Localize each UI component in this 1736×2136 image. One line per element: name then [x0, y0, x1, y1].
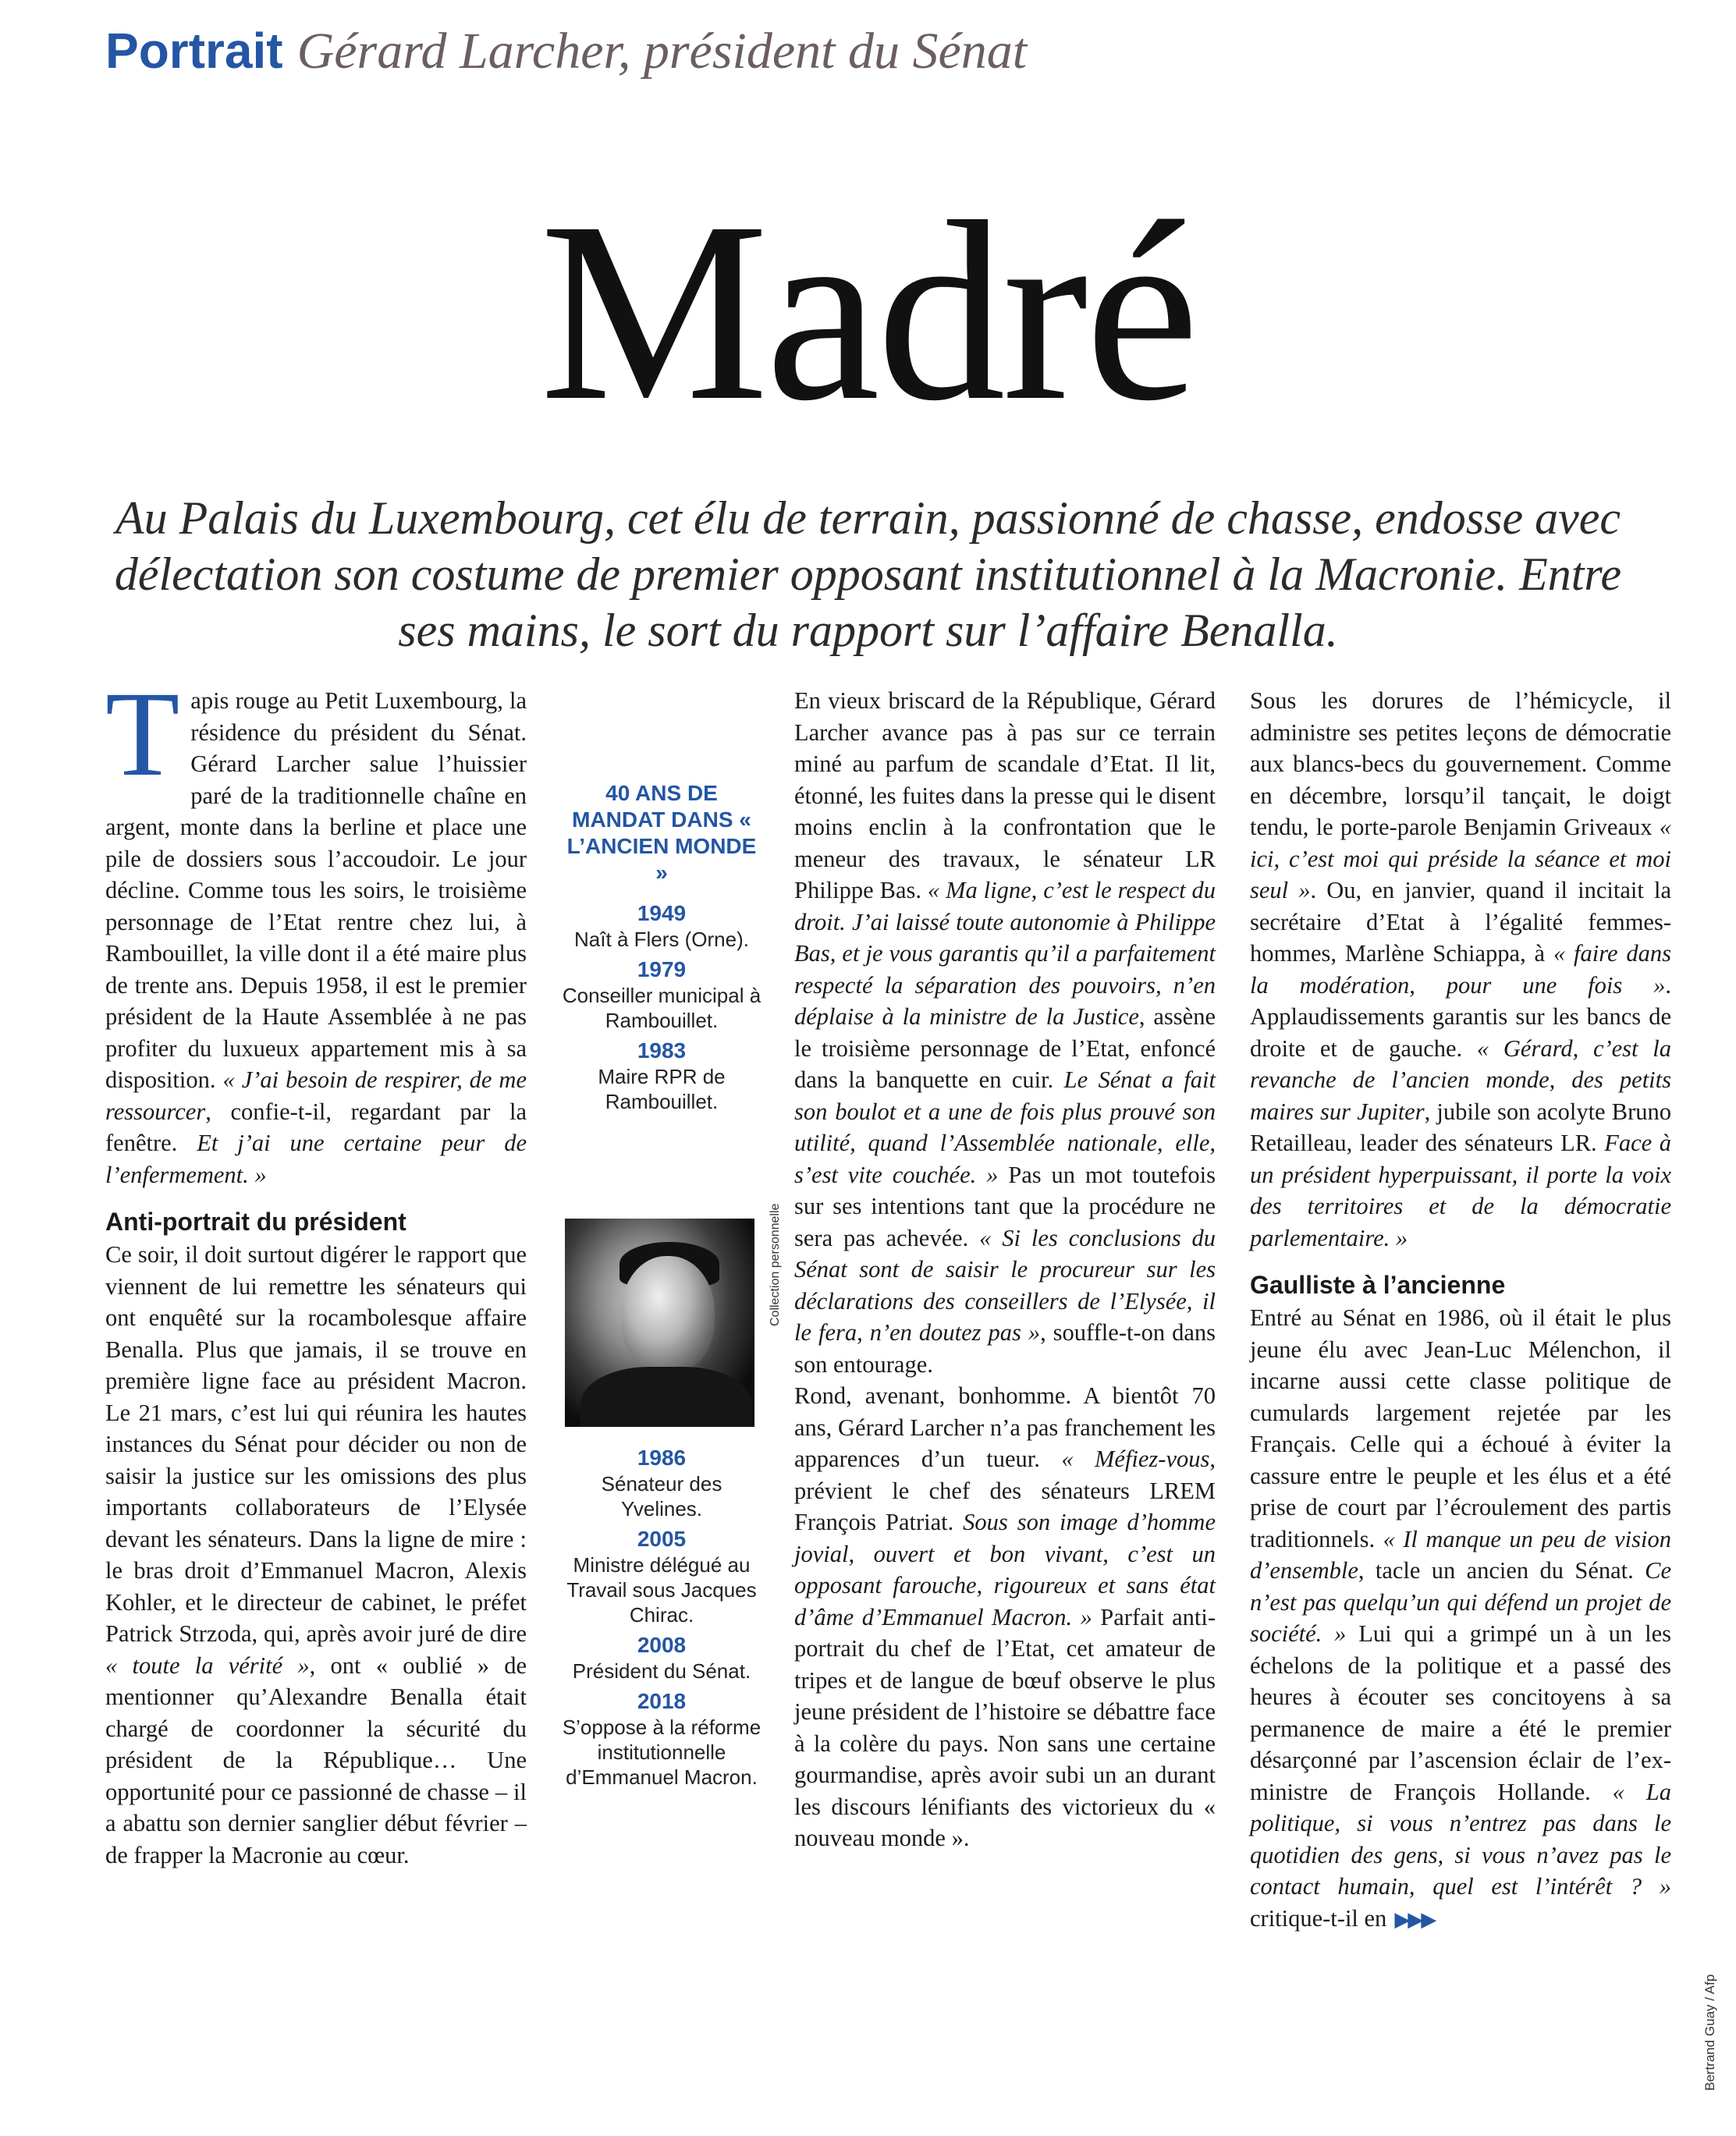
text-run: , assène le troisième personnage de l’Etat, enfoncé dans la banquette en cuir. — [794, 1003, 1216, 1093]
photo-credit: Collection personnelle — [769, 1203, 782, 1326]
subheading: Anti-portrait du président — [105, 1208, 406, 1236]
timeline-year: 1986 — [637, 1446, 687, 1470]
quote: « Si les conclusions du Sénat sont de saisir le procureur sur les déclarations des conseillers de l’Elysée, il le fera, n’en doutez pas » — [794, 1224, 1216, 1346]
continue-arrow-icon: ▶▶▶ — [1394, 1907, 1435, 1931]
text-run: Sous les dorures de l’hémicycle, il administre ses petites leçons de démocratie aux blancs-becs du gouvernement. Comme en décembre, lorsqu’il tançait, le doigt tendu, le porte-parole Benjamin Griveaux — [1250, 687, 1671, 840]
quote: Sous son image d’homme jovial, ouvert et bon vivant, c’est un opposant farouche, rigoureux et sans état d’âme d’Emmanuel Macron. » — [794, 1509, 1216, 1630]
timeline-event: Naît à Flers (Orne). — [574, 928, 749, 951]
quote: « toute la vérité » — [105, 1652, 310, 1679]
timeline-entry — [560, 1038, 763, 1114]
text-run: . Ou, en janvier, quand il incitait la secrétaire d’Etat à l’égalité femmes-hommes, Marlène Schiappa, à — [1250, 877, 1671, 967]
text-run: critique-t-il en — [1250, 1904, 1387, 1932]
timeline-year: 1979 — [637, 957, 687, 981]
timeline-entry — [560, 1632, 763, 1684]
quote: « Il manque un peu de vision d’ensemble — [1250, 1525, 1671, 1584]
text-run: , prévient le chef des sénateurs LREM François Patriat. — [794, 1446, 1216, 1535]
section-subtitle: Gérard Larcher, président du Sénat — [296, 23, 1028, 80]
text-run: , souffle-t-on dans son entourage. — [794, 1319, 1216, 1378]
text-run: , confie-t-il, regardant par la fenêtre. — [105, 1098, 527, 1156]
paragraph — [105, 666, 527, 1190]
quote: « J’ai besoin de respirer, de me ressourcer — [105, 1066, 527, 1125]
article-column-3 — [1250, 685, 1671, 1936]
timeline-event: Sénateur des Yvelines. — [601, 1472, 722, 1520]
timeline-entry — [560, 900, 763, 952]
quote: Face à un président hyperpuissant, il porte la voix des territoires et de la démocratie parlementaire. » — [1250, 1130, 1671, 1251]
headline: Madré — [539, 169, 1197, 454]
section-kicker: Portrait — [105, 23, 283, 79]
timeline-year: 2018 — [637, 1689, 687, 1713]
timeline-year: 1949 — [637, 901, 687, 925]
subheading: Gaulliste à l’ancienne — [1250, 1271, 1506, 1299]
text-run: Ce soir, il doit surtout digérer le rapport que viennent de lui remettre les sénateurs qui ont enquêté sur la rocambolesque affaire Benalla. Plus que jamais, il se trouve en première ligne face au président Macron. Le 21 mars, c’est lui qui réunira les hautes instances du Sénat pour décider ou non de saisir la justice sur les omissions des plus importants collaborateurs de l’Elysée devant les sénateurs. Dans la ligne de mire : le bras droit d’Emmanuel Macron, Alexis Kohler, et le directeur de cabinet, le préfet Patrick Strzoda, qui, après avoir juré de dire — [105, 1241, 527, 1647]
quote: Et j’ai une certaine peur de l’enfermement. » — [105, 1130, 527, 1188]
paragraph — [1250, 1302, 1671, 1936]
text-run: Entré au Sénat en 1986, où il était le plus jeune élu avec Jean-Luc Mélenchon, il incarne aussi cette classe politique de cumulards largement rejetée par les Français. Celle qui a échoué à éviter la cassure entre le peuple et les élus et a été prise de court par l’écroulement des partis traditionnels. — [1250, 1304, 1671, 1552]
timeline-entry — [560, 1688, 763, 1790]
timeline-entry — [560, 1445, 763, 1521]
text-run: Lui qui a grimpé un à un les échelons de la politique et a passé des heures à écouter ses concitoyens à sa permanence de maire a été le premier désarçonné par l’ascension éclair de l’ex-ministre de François Hollande. — [1250, 1620, 1671, 1805]
quote: « La politique, si vous n’entrez pas dans le quotidien des gens, si vous n’avez pas le contact humain, quel est l’intérêt ? » — [1250, 1778, 1671, 1900]
sidebar-title: 40 ANS DE MANDAT DANS « L’ANCIEN MONDE » — [566, 781, 757, 885]
page-photo-credit: Bertrand Guay / Afp — [1702, 1974, 1717, 2091]
timeline-entry — [560, 956, 763, 1033]
quote: « Gérard, c’est la revanche de l’ancien monde, des petits maires sur Jupiter — [1250, 1034, 1671, 1125]
text-run: , jubile son acolyte Bruno Retailleau, leader des sénateurs LR. — [1250, 1098, 1671, 1156]
portrait-photo — [565, 1219, 754, 1427]
section-header — [105, 22, 1027, 81]
timeline-event: Président du Sénat. — [572, 1659, 751, 1683]
drop-cap: T — [105, 666, 180, 801]
paragraph — [1250, 685, 1671, 1254]
text-run: , ont « oublié » de mentionner qu’Alexandre Benalla était chargé de coordonner la sécurité du président de la République… Une opportunité pour ce passionné de chasse – il a abattu son dernier sanglier début février – de frapper la Macronie au cœur. — [105, 1652, 527, 1868]
text-run: Pas un mot toutefois sur ses intentions tant que la procédure ne sera pas achevée. — [794, 1161, 1216, 1251]
photo-body — [580, 1367, 752, 1427]
lede: Au Palais du Luxembourg, cet élu de terrain, passionné de chasse, endosse avec délectation son costume de premier opposant institutionnel à la Macronie. Entre ses mains, le sort du rapport sur l’affaire Benalla. — [114, 492, 1622, 656]
paragraph — [794, 1380, 1216, 1854]
timeline-year: 1983 — [637, 1038, 687, 1063]
paragraph — [794, 685, 1216, 1380]
timeline-event: Ministre délégué au Travail sous Jacques Chirac. — [566, 1553, 757, 1627]
paragraph — [105, 1239, 527, 1871]
quote: Le Sénat a fait son boulot et a une de fois plus prouvé son utilité, quand l’Assemblée nationale, elle, s’est vite couchée. » — [794, 1066, 1216, 1188]
text-run: Parfait anti-portrait du chef de l’Etat, cet amateur de tripes et de langue de bœuf observe le plus jeune président de l’histoire se débattre face à la colère du pays. Non sans une certaine gourmandise, après avoir subi un an durant les discours lénifiants des victorieux du « nouveau monde ». — [794, 1603, 1216, 1851]
timeline-year: 2005 — [637, 1527, 687, 1551]
quote: Ce n’est pas quelqu’un qui défend un projet de société. » — [1250, 1557, 1671, 1647]
text-run: Rond, avenant, bonhomme. A bientôt 70 ans, Gérard Larcher n’a pas franchement les apparences d’un tueur. — [794, 1382, 1216, 1472]
photo-face — [621, 1256, 715, 1373]
timeline-sidebar — [560, 780, 763, 1114]
timeline-year: 2008 — [637, 1633, 687, 1657]
quote: « ici, c’est moi qui préside la séance et moi seul » — [1250, 814, 1671, 903]
timeline-event: Maire RPR de Rambouillet. — [598, 1065, 726, 1113]
article-column-1 — [105, 666, 527, 1871]
timeline-event: S’oppose à la réforme institutionnelle d’Emmanuel Macron. — [562, 1716, 761, 1789]
text-run: apis rouge au Petit Luxembourg, la résidence du président du Sénat. Gérard Larcher salue l’huissier paré de la traditionnelle chaîne en argent, monte dans la berline et place une pile de dossiers sous l’accoudoir. Le jour décline. Comme tous les soirs, le troisième personnage de l’Etat rentre chez lui, à Rambouillet, la ville dont il a été maire plus de trente ans. Depuis 1958, il est le premier président de la Haute Assemblée à ne pas profiter du luxueux appartement mis à sa disposition. — [105, 687, 527, 1093]
text-run: En vieux briscard de la République, Gérard Larcher avance pas à pas sur ce terrain miné au parfum de scandale d’Etat. Il lit, étonné, les fuites dans la presse qui le disent moins enclin à la confrontation que le meneur des travaux, le sénateur LR Philippe Bas. — [794, 687, 1216, 903]
timeline-sidebar-continued — [560, 1440, 763, 1790]
article-column-2 — [794, 685, 1216, 1854]
quote: « faire dans la modération, pour une fois » — [1250, 940, 1671, 999]
text-run: , tacle un ancien du Sénat. — [1358, 1557, 1645, 1584]
timeline-entry — [560, 1526, 763, 1627]
text-run: . Applaudissements garantis sur les bancs de droite et de gauche. — [1250, 971, 1671, 1062]
quote: « Ma ligne, c’est le respect du droit. J’ai laissé toute autonomie à Philippe Bas, et je vous garantis qu’il a parfaitement respecté la séparation des pouvoirs, n’en déplaise à la ministre de la Justice — [794, 877, 1216, 1030]
quote: « Méfiez-vous — [1061, 1446, 1210, 1472]
timeline-event: Conseiller municipal à Rambouillet. — [562, 984, 761, 1032]
